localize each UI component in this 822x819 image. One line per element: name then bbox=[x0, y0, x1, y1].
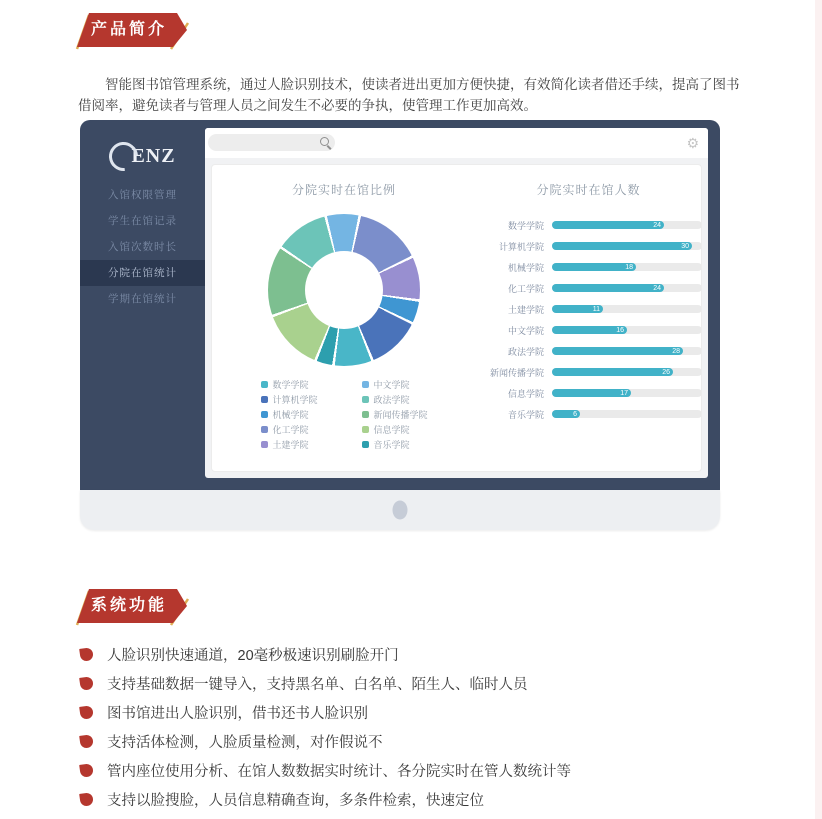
bar-track bbox=[552, 284, 702, 292]
feature-text: 人脸识别快速通道，20毫秒极速识别刷脸开门 bbox=[107, 648, 399, 664]
features-ribbon bbox=[74, 588, 192, 626]
bar-row bbox=[478, 242, 701, 250]
bullet-icon bbox=[79, 705, 94, 720]
legend-swatch bbox=[362, 396, 369, 403]
bullet-icon bbox=[79, 734, 94, 749]
bar-label: 新闻传播学院 bbox=[490, 367, 545, 378]
feature-item bbox=[80, 669, 790, 698]
bar-label: 数学学院 bbox=[508, 220, 545, 231]
sidebar-item[interactable]: 学期在馆统计 bbox=[108, 293, 177, 305]
bar-label: 信息学院 bbox=[508, 388, 545, 399]
bar-row bbox=[478, 347, 701, 355]
bar-track bbox=[552, 242, 702, 250]
bar-row bbox=[478, 284, 701, 292]
bar-value: 28 bbox=[672, 348, 681, 355]
intro-badge-label: 产品简介 bbox=[90, 21, 167, 38]
monitor-chin bbox=[80, 490, 720, 530]
legend-item[interactable] bbox=[362, 422, 428, 436]
legend-item[interactable] bbox=[362, 437, 428, 451]
legend-label: 计算机学院 bbox=[272, 394, 318, 405]
bar-fill bbox=[552, 347, 683, 355]
feature-item bbox=[80, 640, 790, 669]
features-badge-label: 系统功能 bbox=[90, 597, 167, 614]
legend-item[interactable] bbox=[261, 407, 318, 421]
feature-text: 支持基础数据一键导入，支持黑名单、白名单、陌生人、临时人员 bbox=[107, 677, 528, 693]
legend-swatch bbox=[261, 441, 268, 448]
bar-fill bbox=[552, 368, 673, 376]
bullet-icon bbox=[79, 647, 94, 662]
bar-track bbox=[552, 410, 702, 418]
bar-row bbox=[478, 410, 701, 418]
bar-label: 计算机学院 bbox=[499, 241, 545, 252]
bar-panel bbox=[476, 165, 701, 471]
bar-row bbox=[478, 368, 701, 376]
legend-label: 音乐学院 bbox=[373, 439, 410, 450]
bar-value: 24 bbox=[653, 285, 662, 292]
bar-value: 24 bbox=[653, 222, 662, 229]
bar-label: 音乐学院 bbox=[508, 409, 545, 420]
legend-item[interactable] bbox=[261, 437, 318, 451]
feature-text: 支持活体检测，人脸质量检测，对作假说不 bbox=[107, 735, 383, 751]
bar-value: 17 bbox=[620, 390, 629, 397]
bullet-icon bbox=[79, 763, 94, 778]
feature-item bbox=[80, 785, 790, 814]
logo bbox=[80, 138, 205, 174]
legend-label: 机械学院 bbox=[272, 409, 309, 420]
legend-swatch bbox=[362, 441, 369, 448]
bar-chart-title: 分院实时在馆人数 bbox=[536, 183, 641, 197]
bar-track bbox=[552, 347, 702, 355]
legend-item[interactable] bbox=[261, 422, 318, 436]
monitor-screen bbox=[80, 120, 720, 490]
legend-label: 信息学院 bbox=[373, 424, 410, 435]
search-input[interactable] bbox=[208, 134, 335, 151]
bar-row bbox=[478, 326, 701, 334]
legend-label: 政法学院 bbox=[373, 394, 410, 405]
bar-row bbox=[478, 389, 701, 397]
sidebar-item[interactable]: 入馆权限管理 bbox=[108, 189, 177, 201]
feature-item bbox=[80, 698, 790, 727]
logo-crescent-icon bbox=[104, 136, 145, 177]
donut-chart[interactable] bbox=[268, 214, 420, 366]
legend-swatch bbox=[261, 396, 268, 403]
bar-fill bbox=[552, 305, 603, 313]
legend-item[interactable] bbox=[362, 377, 428, 391]
legend-swatch bbox=[362, 381, 369, 388]
donut-chart-title: 分院实时在馆比例 bbox=[292, 183, 397, 197]
sidebar-item[interactable]: 分院在馆统计 bbox=[80, 260, 205, 286]
donut-panel bbox=[212, 165, 476, 471]
logo-text: ENZ bbox=[131, 144, 176, 167]
search-icon bbox=[320, 137, 329, 146]
dashboard-main bbox=[205, 128, 708, 478]
bar-track bbox=[552, 368, 702, 376]
legend-swatch bbox=[362, 411, 369, 418]
legend-swatch bbox=[261, 381, 268, 388]
bar-track bbox=[552, 389, 702, 397]
legend-label: 化工学院 bbox=[272, 424, 309, 435]
bar-row bbox=[478, 221, 701, 229]
bar-fill bbox=[552, 326, 627, 334]
legend-item[interactable] bbox=[261, 377, 318, 391]
bar-value: 6 bbox=[573, 411, 578, 418]
legend-label: 数学学院 bbox=[272, 379, 309, 390]
donut-hole bbox=[305, 251, 383, 329]
intro-paragraph: 智能图书馆管理系统，通过人脸识别技术，使读者进出更加方便快捷，有效简化读者借还手续，提高了图书借阅率，避免读者与管理人员之间发生不必要的争执，使管理工作更加高效。 bbox=[78, 76, 740, 113]
feature-text: 管内座位使用分析、在馆人数数据实时统计、各分院实时在管人数统计等 bbox=[107, 764, 571, 780]
monitor-mockup bbox=[80, 120, 720, 530]
sidebar-menu bbox=[80, 182, 205, 312]
feature-item bbox=[80, 727, 790, 756]
bullet-icon bbox=[79, 792, 94, 807]
bar-fill bbox=[552, 242, 692, 250]
legend-label: 土建学院 bbox=[272, 439, 309, 450]
bullet-icon bbox=[79, 676, 94, 691]
legend-item[interactable] bbox=[362, 392, 428, 406]
legend-item[interactable] bbox=[362, 407, 428, 421]
legend-swatch bbox=[261, 426, 268, 433]
donut-legend bbox=[261, 377, 428, 451]
bar-label: 土建学院 bbox=[508, 304, 545, 315]
sidebar-item[interactable]: 入馆次数时长 bbox=[108, 241, 177, 253]
bar-chart bbox=[476, 221, 701, 418]
bar-fill bbox=[552, 389, 631, 397]
monitor-button bbox=[393, 501, 408, 520]
bar-track bbox=[552, 326, 702, 334]
bar-track bbox=[552, 305, 702, 313]
gear-icon[interactable]: ⚙ bbox=[686, 135, 699, 151]
bar-value: 26 bbox=[662, 369, 671, 376]
intro-ribbon bbox=[74, 12, 192, 50]
bar-label: 化工学院 bbox=[508, 283, 545, 294]
features-list bbox=[80, 640, 790, 814]
bar-label: 机械学院 bbox=[508, 262, 545, 273]
bar-track bbox=[552, 221, 702, 229]
bar-fill bbox=[552, 284, 664, 292]
bar-row bbox=[478, 305, 701, 313]
feature-text: 图书馆进出人脸识别，借书还书人脸识别 bbox=[107, 706, 368, 722]
legend-label: 新闻传播学院 bbox=[373, 409, 428, 420]
legend-swatch bbox=[261, 411, 268, 418]
bar-value: 30 bbox=[681, 243, 690, 250]
bar-label: 中文学院 bbox=[508, 325, 545, 336]
legend-swatch bbox=[362, 426, 369, 433]
bar-fill bbox=[552, 221, 664, 229]
bar-fill bbox=[552, 410, 580, 418]
bar-value: 16 bbox=[616, 327, 625, 334]
sidebar-item[interactable]: 学生在馆记录 bbox=[108, 215, 177, 227]
bar-label: 政法学院 bbox=[508, 346, 545, 357]
legend-item[interactable] bbox=[261, 392, 318, 406]
dashboard-card bbox=[211, 164, 702, 472]
bar-value: 18 bbox=[625, 264, 634, 271]
dashboard-topbar bbox=[205, 128, 708, 158]
feature-text: 支持以脸搜脸，人员信息精确查询，多条件检索，快速定位 bbox=[107, 793, 484, 809]
bar-fill bbox=[552, 263, 636, 271]
page-edge-strip bbox=[815, 0, 822, 819]
bar-track bbox=[552, 263, 702, 271]
bar-value: 11 bbox=[592, 306, 601, 313]
dashboard-sidebar bbox=[80, 120, 205, 490]
bar-row bbox=[478, 263, 701, 271]
legend-label: 中文学院 bbox=[373, 379, 410, 390]
feature-item bbox=[80, 756, 790, 785]
